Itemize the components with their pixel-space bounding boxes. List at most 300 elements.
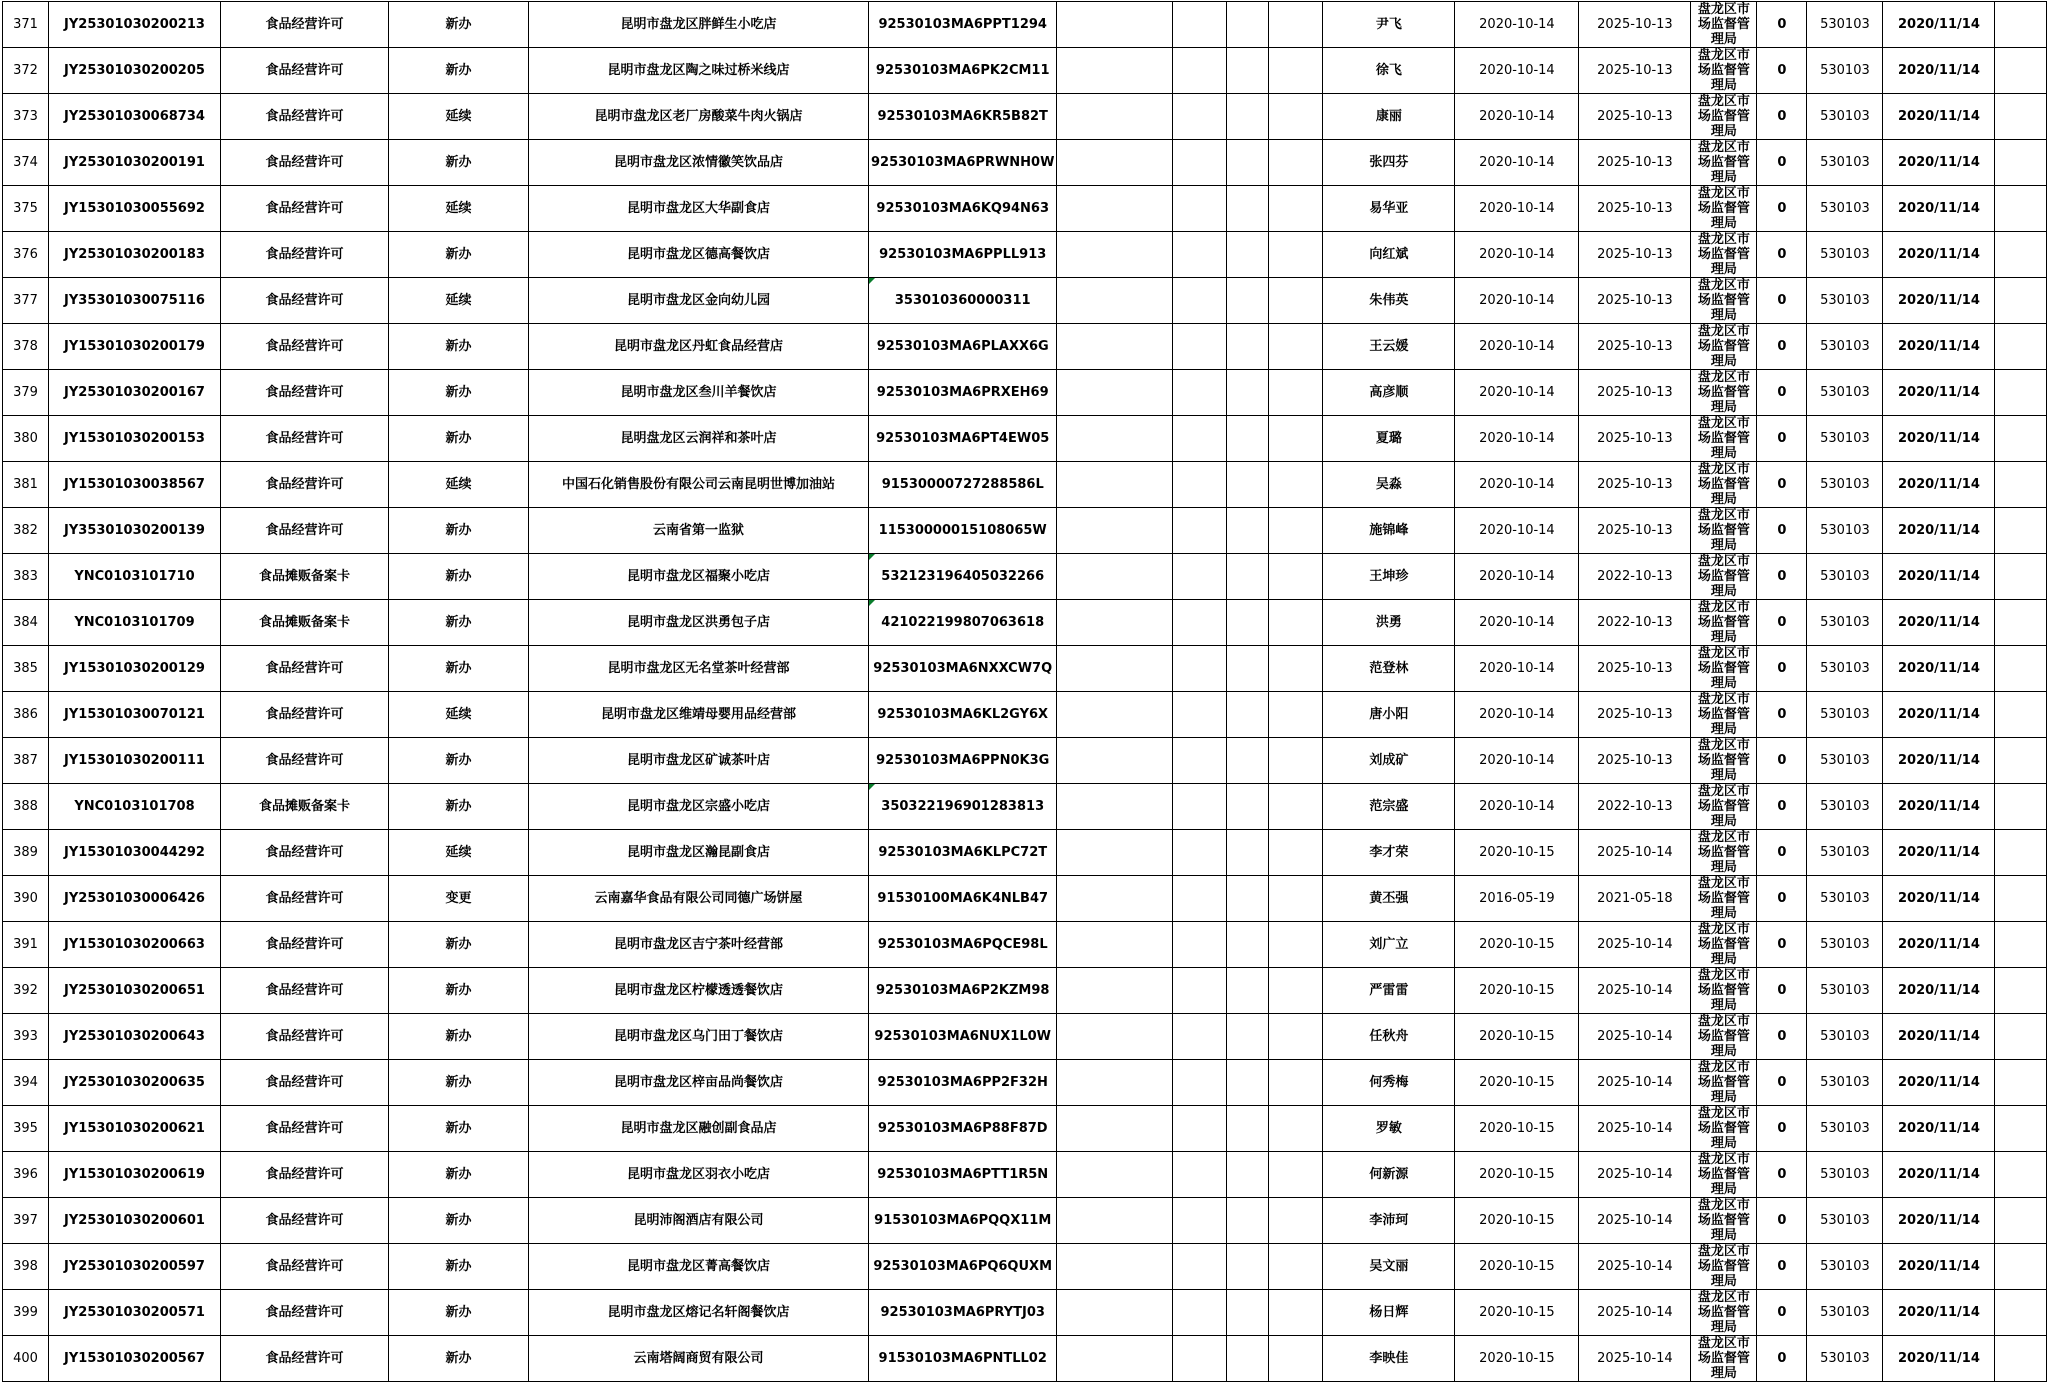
business-name-cell: 昆明市盘龙区丹虹食品经营店 [529, 324, 869, 370]
action-cell: 新办 [389, 1244, 529, 1290]
authority-cell: 盘龙区市场监督管理局 [1691, 186, 1757, 232]
publish-date-cell: 2020/11/14 [1883, 94, 1995, 140]
end-date-cell: 2025-10-13 [1579, 646, 1691, 692]
permit-type-cell: 食品经营许可 [221, 94, 389, 140]
credit-code-cell: 92530103MA6PQ6QUXM [869, 1244, 1057, 1290]
authority-cell: 盘龙区市场监督管理局 [1691, 140, 1757, 186]
flag-cell: 0 [1757, 784, 1807, 830]
empty-cell [1057, 1244, 1173, 1290]
table-row [3, 2, 2047, 48]
empty-cell [1173, 738, 1227, 784]
permit-type-cell: 食品经营许可 [221, 922, 389, 968]
empty-cell [1269, 1244, 1323, 1290]
business-name-cell: 昆明市盘龙区羽衣小吃店 [529, 1152, 869, 1198]
seq-cell: 382 [3, 508, 49, 554]
table-row [3, 692, 2047, 738]
seq-cell: 396 [3, 1152, 49, 1198]
start-date-cell: 2020-10-14 [1455, 416, 1579, 462]
empty-cell [1227, 1198, 1269, 1244]
start-date-cell: 2020-10-14 [1455, 462, 1579, 508]
start-date-cell: 2020-10-14 [1455, 278, 1579, 324]
empty-cell [1173, 1106, 1227, 1152]
business-name-cell: 昆明市盘龙区浓情徽笑饮品店 [529, 140, 869, 186]
empty-cell [1173, 646, 1227, 692]
flag-cell: 0 [1757, 738, 1807, 784]
empty-cell [1227, 646, 1269, 692]
area-code-cell: 530103 [1807, 738, 1883, 784]
empty-cell [1057, 370, 1173, 416]
permit-type-cell: 食品经营许可 [221, 48, 389, 94]
authority-cell: 盘龙区市场监督管理局 [1691, 1014, 1757, 1060]
credit-code-cell: 421022199807063618 [869, 600, 1057, 646]
table-row [3, 1060, 2047, 1106]
empty-cell [1227, 370, 1269, 416]
permit-number-cell: JY15301030200153 [49, 416, 221, 462]
area-code-cell: 530103 [1807, 1336, 1883, 1382]
permit-type-cell: 食品经营许可 [221, 1014, 389, 1060]
area-code-cell: 530103 [1807, 462, 1883, 508]
permit-number-cell: JY25301030200651 [49, 968, 221, 1014]
flag-cell: 0 [1757, 1060, 1807, 1106]
end-date-cell: 2025-10-13 [1579, 140, 1691, 186]
start-date-cell: 2020-10-14 [1455, 324, 1579, 370]
empty-cell [1173, 692, 1227, 738]
credit-code-cell: 92530103MA6PRWNH0W [869, 140, 1057, 186]
seq-cell: 380 [3, 416, 49, 462]
permit-type-cell: 食品经营许可 [221, 186, 389, 232]
credit-code-cell: 92530103MA6KR5B82T [869, 94, 1057, 140]
empty-cell [1269, 692, 1323, 738]
authority-cell: 盘龙区市场监督管理局 [1691, 922, 1757, 968]
area-code-cell: 530103 [1807, 600, 1883, 646]
end-date-cell: 2025-10-14 [1579, 1060, 1691, 1106]
start-date-cell: 2020-10-15 [1455, 1014, 1579, 1060]
publish-date-cell: 2020/11/14 [1883, 738, 1995, 784]
area-code-cell: 530103 [1807, 922, 1883, 968]
empty-cell [1227, 1244, 1269, 1290]
legal-person-cell: 王坤珍 [1323, 554, 1455, 600]
permit-type-cell: 食品摊贩备案卡 [221, 600, 389, 646]
table-row [3, 830, 2047, 876]
seq-cell: 378 [3, 324, 49, 370]
end-date-cell: 2025-10-13 [1579, 186, 1691, 232]
table-row [3, 784, 2047, 830]
business-name-cell: 昆明市盘龙区老厂房酸菜牛肉火锅店 [529, 94, 869, 140]
authority-cell: 盘龙区市场监督管理局 [1691, 738, 1757, 784]
legal-person-cell: 李映佳 [1323, 1336, 1455, 1382]
empty-cell [1269, 1198, 1323, 1244]
empty-cell [1269, 830, 1323, 876]
permit-number-cell: JY15301030200621 [49, 1106, 221, 1152]
action-cell: 新办 [389, 738, 529, 784]
table-row [3, 738, 2047, 784]
action-cell: 延续 [389, 94, 529, 140]
credit-code-cell: 92530103MA6PPT1294 [869, 2, 1057, 48]
permit-number-cell: JY15301030200111 [49, 738, 221, 784]
empty-cell [1227, 416, 1269, 462]
permit-number-cell: YNC0103101708 [49, 784, 221, 830]
empty-cell [1995, 1244, 2047, 1290]
table-row [3, 1290, 2047, 1336]
empty-cell [1269, 784, 1323, 830]
permit-type-cell: 食品经营许可 [221, 462, 389, 508]
business-name-cell: 昆明市盘龙区梓亩品尚餐饮店 [529, 1060, 869, 1106]
flag-cell: 0 [1757, 140, 1807, 186]
business-name-cell: 云南省第一监狱 [529, 508, 869, 554]
empty-cell [1173, 186, 1227, 232]
publish-date-cell: 2020/11/14 [1883, 600, 1995, 646]
permit-number-cell: JY15301030200663 [49, 922, 221, 968]
empty-cell [1227, 508, 1269, 554]
empty-cell [1057, 416, 1173, 462]
credit-code-cell: 92530103MA6P88F87D [869, 1106, 1057, 1152]
publish-date-cell: 2020/11/14 [1883, 968, 1995, 1014]
business-name-cell: 昆明沛阁酒店有限公司 [529, 1198, 869, 1244]
credit-code-cell: 92530103MA6PPLL913 [869, 232, 1057, 278]
permit-type-cell: 食品经营许可 [221, 692, 389, 738]
empty-cell [1227, 140, 1269, 186]
flag-cell: 0 [1757, 1336, 1807, 1382]
table-row [3, 94, 2047, 140]
action-cell: 新办 [389, 1152, 529, 1198]
seq-cell: 399 [3, 1290, 49, 1336]
empty-cell [1269, 278, 1323, 324]
empty-cell [1269, 1290, 1323, 1336]
empty-cell [1995, 462, 2047, 508]
empty-cell [1173, 508, 1227, 554]
publish-date-cell: 2020/11/14 [1883, 1198, 1995, 1244]
publish-date-cell: 2020/11/14 [1883, 830, 1995, 876]
empty-cell [1995, 738, 2047, 784]
area-code-cell: 530103 [1807, 1106, 1883, 1152]
area-code-cell: 530103 [1807, 324, 1883, 370]
table-row [3, 1106, 2047, 1152]
publish-date-cell: 2020/11/14 [1883, 876, 1995, 922]
publish-date-cell: 2020/11/14 [1883, 508, 1995, 554]
flag-cell: 0 [1757, 600, 1807, 646]
publish-date-cell: 2020/11/14 [1883, 692, 1995, 738]
seq-cell: 390 [3, 876, 49, 922]
credit-code-cell: 92530103MA6PPN0K3G [869, 738, 1057, 784]
action-cell: 新办 [389, 324, 529, 370]
seq-cell: 381 [3, 462, 49, 508]
permit-number-cell: JY35301030200139 [49, 508, 221, 554]
permit-number-cell: JY25301030200205 [49, 48, 221, 94]
empty-cell [1995, 2, 2047, 48]
empty-cell [1173, 140, 1227, 186]
business-name-cell: 云南嘉华食品有限公司同德广场饼屋 [529, 876, 869, 922]
end-date-cell: 2025-10-14 [1579, 1290, 1691, 1336]
area-code-cell: 530103 [1807, 1198, 1883, 1244]
empty-cell [1057, 232, 1173, 278]
empty-cell [1227, 324, 1269, 370]
end-date-cell: 2025-10-13 [1579, 94, 1691, 140]
permit-type-cell: 食品经营许可 [221, 1244, 389, 1290]
table-row [3, 232, 2047, 278]
seq-cell: 395 [3, 1106, 49, 1152]
empty-cell [1173, 232, 1227, 278]
empty-cell [1057, 1336, 1173, 1382]
area-code-cell: 530103 [1807, 968, 1883, 1014]
end-date-cell: 2025-10-13 [1579, 692, 1691, 738]
authority-cell: 盘龙区市场监督管理局 [1691, 370, 1757, 416]
empty-cell [1173, 1290, 1227, 1336]
permit-number-cell: JY25301030200571 [49, 1290, 221, 1336]
authority-cell: 盘龙区市场监督管理局 [1691, 462, 1757, 508]
empty-cell [1995, 1290, 2047, 1336]
empty-cell [1057, 554, 1173, 600]
empty-cell [1057, 186, 1173, 232]
empty-cell [1995, 784, 2047, 830]
flag-cell: 0 [1757, 922, 1807, 968]
permit-type-cell: 食品经营许可 [221, 140, 389, 186]
empty-cell [1173, 2, 1227, 48]
start-date-cell: 2020-10-15 [1455, 1106, 1579, 1152]
table-row [3, 1244, 2047, 1290]
table-row [3, 140, 2047, 186]
end-date-cell: 2025-10-13 [1579, 48, 1691, 94]
authority-cell: 盘龙区市场监督管理局 [1691, 876, 1757, 922]
empty-cell [1269, 370, 1323, 416]
legal-person-cell: 何秀梅 [1323, 1060, 1455, 1106]
legal-person-cell: 吴文丽 [1323, 1244, 1455, 1290]
flag-cell: 0 [1757, 508, 1807, 554]
empty-cell [1227, 784, 1269, 830]
empty-cell [1057, 462, 1173, 508]
action-cell: 延续 [389, 830, 529, 876]
empty-cell [1057, 48, 1173, 94]
business-name-cell: 昆明市盘龙区菁高餐饮店 [529, 1244, 869, 1290]
seq-cell: 383 [3, 554, 49, 600]
publish-date-cell: 2020/11/14 [1883, 370, 1995, 416]
business-name-cell: 昆明市盘龙区陶之味过桥米线店 [529, 48, 869, 94]
table-row [3, 646, 2047, 692]
permit-number-cell: JY25301030200183 [49, 232, 221, 278]
start-date-cell: 2016-05-19 [1455, 876, 1579, 922]
action-cell: 新办 [389, 1336, 529, 1382]
seq-cell: 376 [3, 232, 49, 278]
authority-cell: 盘龙区市场监督管理局 [1691, 1106, 1757, 1152]
area-code-cell: 530103 [1807, 1290, 1883, 1336]
empty-cell [1995, 416, 2047, 462]
legal-person-cell: 任秋舟 [1323, 1014, 1455, 1060]
legal-person-cell: 范登林 [1323, 646, 1455, 692]
empty-cell [1227, 922, 1269, 968]
seq-cell: 389 [3, 830, 49, 876]
empty-cell [1227, 48, 1269, 94]
area-code-cell: 530103 [1807, 1152, 1883, 1198]
empty-cell [1995, 600, 2047, 646]
flag-cell: 0 [1757, 1290, 1807, 1336]
empty-cell [1995, 232, 2047, 278]
table-row [3, 600, 2047, 646]
business-name-cell: 昆明市盘龙区无名堂茶叶经营部 [529, 646, 869, 692]
start-date-cell: 2020-10-15 [1455, 830, 1579, 876]
flag-cell: 0 [1757, 416, 1807, 462]
permit-number-cell: JY25301030200601 [49, 1198, 221, 1244]
area-code-cell: 530103 [1807, 370, 1883, 416]
permit-number-cell: JY15301030200619 [49, 1152, 221, 1198]
legal-person-cell: 高彦顺 [1323, 370, 1455, 416]
permit-number-cell: JY25301030200635 [49, 1060, 221, 1106]
publish-date-cell: 2020/11/14 [1883, 1060, 1995, 1106]
empty-cell [1227, 186, 1269, 232]
permit-number-cell: JY25301030200597 [49, 1244, 221, 1290]
credit-code-cell: 92530103MA6NXXCW7Q [869, 646, 1057, 692]
empty-cell [1057, 784, 1173, 830]
empty-cell [1269, 922, 1323, 968]
permit-number-cell: JY15301030070121 [49, 692, 221, 738]
empty-cell [1227, 1152, 1269, 1198]
legal-person-cell: 刘广立 [1323, 922, 1455, 968]
credit-code-cell: 532123196405032266 [869, 554, 1057, 600]
start-date-cell: 2020-10-14 [1455, 738, 1579, 784]
authority-cell: 盘龙区市场监督管理局 [1691, 968, 1757, 1014]
empty-cell [1057, 692, 1173, 738]
end-date-cell: 2025-10-14 [1579, 968, 1691, 1014]
action-cell: 新办 [389, 416, 529, 462]
permit-number-cell: JY15301030038567 [49, 462, 221, 508]
empty-cell [1173, 324, 1227, 370]
permit-number-cell: JY25301030200213 [49, 2, 221, 48]
end-date-cell: 2022-10-13 [1579, 600, 1691, 646]
empty-cell [1227, 830, 1269, 876]
empty-cell [1269, 462, 1323, 508]
empty-cell [1269, 1152, 1323, 1198]
legal-person-cell: 夏璐 [1323, 416, 1455, 462]
end-date-cell: 2025-10-13 [1579, 2, 1691, 48]
permit-type-cell: 食品经营许可 [221, 646, 389, 692]
publish-date-cell: 2020/11/14 [1883, 1152, 1995, 1198]
publish-date-cell: 2020/11/14 [1883, 784, 1995, 830]
publish-date-cell: 2020/11/14 [1883, 324, 1995, 370]
authority-cell: 盘龙区市场监督管理局 [1691, 94, 1757, 140]
business-name-cell: 昆明市盘龙区吉宁茶叶经营部 [529, 922, 869, 968]
flag-cell: 0 [1757, 968, 1807, 1014]
empty-cell [1227, 278, 1269, 324]
action-cell: 新办 [389, 2, 529, 48]
credit-code-cell: 92530103MA6PLAXX6G [869, 324, 1057, 370]
end-date-cell: 2025-10-13 [1579, 738, 1691, 784]
empty-cell [1995, 370, 2047, 416]
start-date-cell: 2020-10-15 [1455, 922, 1579, 968]
empty-cell [1269, 968, 1323, 1014]
business-name-cell: 昆明市盘龙区瀚昆副食店 [529, 830, 869, 876]
end-date-cell: 2025-10-13 [1579, 232, 1691, 278]
table-row [3, 416, 2047, 462]
legal-person-cell: 张四芬 [1323, 140, 1455, 186]
authority-cell: 盘龙区市场监督管理局 [1691, 2, 1757, 48]
end-date-cell: 2025-10-14 [1579, 1106, 1691, 1152]
empty-cell [1173, 876, 1227, 922]
action-cell: 新办 [389, 1060, 529, 1106]
empty-cell [1057, 968, 1173, 1014]
business-name-cell: 中国石化销售股份有限公司云南昆明世博加油站 [529, 462, 869, 508]
flag-cell: 0 [1757, 370, 1807, 416]
start-date-cell: 2020-10-14 [1455, 784, 1579, 830]
legal-person-cell: 唐小阳 [1323, 692, 1455, 738]
permit-type-cell: 食品经营许可 [221, 2, 389, 48]
action-cell: 延续 [389, 186, 529, 232]
empty-cell [1995, 646, 2047, 692]
empty-cell [1269, 94, 1323, 140]
permit-type-cell: 食品经营许可 [221, 830, 389, 876]
empty-cell [1173, 1060, 1227, 1106]
empty-cell [1269, 186, 1323, 232]
action-cell: 新办 [389, 48, 529, 94]
legal-person-cell: 黄丕强 [1323, 876, 1455, 922]
legal-person-cell: 杨日辉 [1323, 1290, 1455, 1336]
action-cell: 新办 [389, 508, 529, 554]
seq-cell: 374 [3, 140, 49, 186]
permit-number-cell: JY15301030200129 [49, 646, 221, 692]
business-name-cell: 昆明市盘龙区叁川羊餐饮店 [529, 370, 869, 416]
seq-cell: 386 [3, 692, 49, 738]
empty-cell [1057, 278, 1173, 324]
start-date-cell: 2020-10-14 [1455, 600, 1579, 646]
legal-person-cell: 严雷雷 [1323, 968, 1455, 1014]
table-row [3, 186, 2047, 232]
legal-person-cell: 刘成矿 [1323, 738, 1455, 784]
seq-cell: 391 [3, 922, 49, 968]
area-code-cell: 530103 [1807, 2, 1883, 48]
area-code-cell: 530103 [1807, 784, 1883, 830]
empty-cell [1057, 600, 1173, 646]
empty-cell [1173, 830, 1227, 876]
empty-cell [1269, 416, 1323, 462]
table-row [3, 508, 2047, 554]
permit-type-cell: 食品经营许可 [221, 324, 389, 370]
start-date-cell: 2020-10-15 [1455, 968, 1579, 1014]
credit-code-cell: 92530103MA6KL2GY6X [869, 692, 1057, 738]
credit-code-cell: 92530103MA6PQCE98L [869, 922, 1057, 968]
empty-cell [1227, 94, 1269, 140]
business-name-cell: 昆明市盘龙区融创副食品店 [529, 1106, 869, 1152]
flag-cell: 0 [1757, 1106, 1807, 1152]
publish-date-cell: 2020/11/14 [1883, 1014, 1995, 1060]
permit-type-cell: 食品经营许可 [221, 1198, 389, 1244]
authority-cell: 盘龙区市场监督管理局 [1691, 600, 1757, 646]
publish-date-cell: 2020/11/14 [1883, 232, 1995, 278]
credit-code-cell: 92530103MA6KLPC72T [869, 830, 1057, 876]
credit-code-cell: 92530103MA6PRXEH69 [869, 370, 1057, 416]
flag-cell: 0 [1757, 2, 1807, 48]
seq-cell: 400 [3, 1336, 49, 1382]
seq-cell: 394 [3, 1060, 49, 1106]
permit-number-cell: JY15301030200179 [49, 324, 221, 370]
empty-cell [1995, 1106, 2047, 1152]
empty-cell [1173, 416, 1227, 462]
permit-type-cell: 食品经营许可 [221, 508, 389, 554]
start-date-cell: 2020-10-15 [1455, 1198, 1579, 1244]
table-row [3, 554, 2047, 600]
empty-cell [1995, 1014, 2047, 1060]
seq-cell: 393 [3, 1014, 49, 1060]
legal-person-cell: 康丽 [1323, 94, 1455, 140]
seq-cell: 387 [3, 738, 49, 784]
authority-cell: 盘龙区市场监督管理局 [1691, 1336, 1757, 1382]
empty-cell [1227, 1336, 1269, 1382]
credit-code-cell: 92530103MA6P2KZM98 [869, 968, 1057, 1014]
table-row [3, 278, 2047, 324]
empty-cell [1269, 1060, 1323, 1106]
business-name-cell: 昆明市盘龙区矿诚茶叶店 [529, 738, 869, 784]
legal-person-cell: 向红斌 [1323, 232, 1455, 278]
business-name-cell: 昆明盘龙区云润祥和茶叶店 [529, 416, 869, 462]
permit-number-cell: JY25301030068734 [49, 94, 221, 140]
empty-cell [1995, 1336, 2047, 1382]
business-name-cell: 昆明市盘龙区大华副食店 [529, 186, 869, 232]
